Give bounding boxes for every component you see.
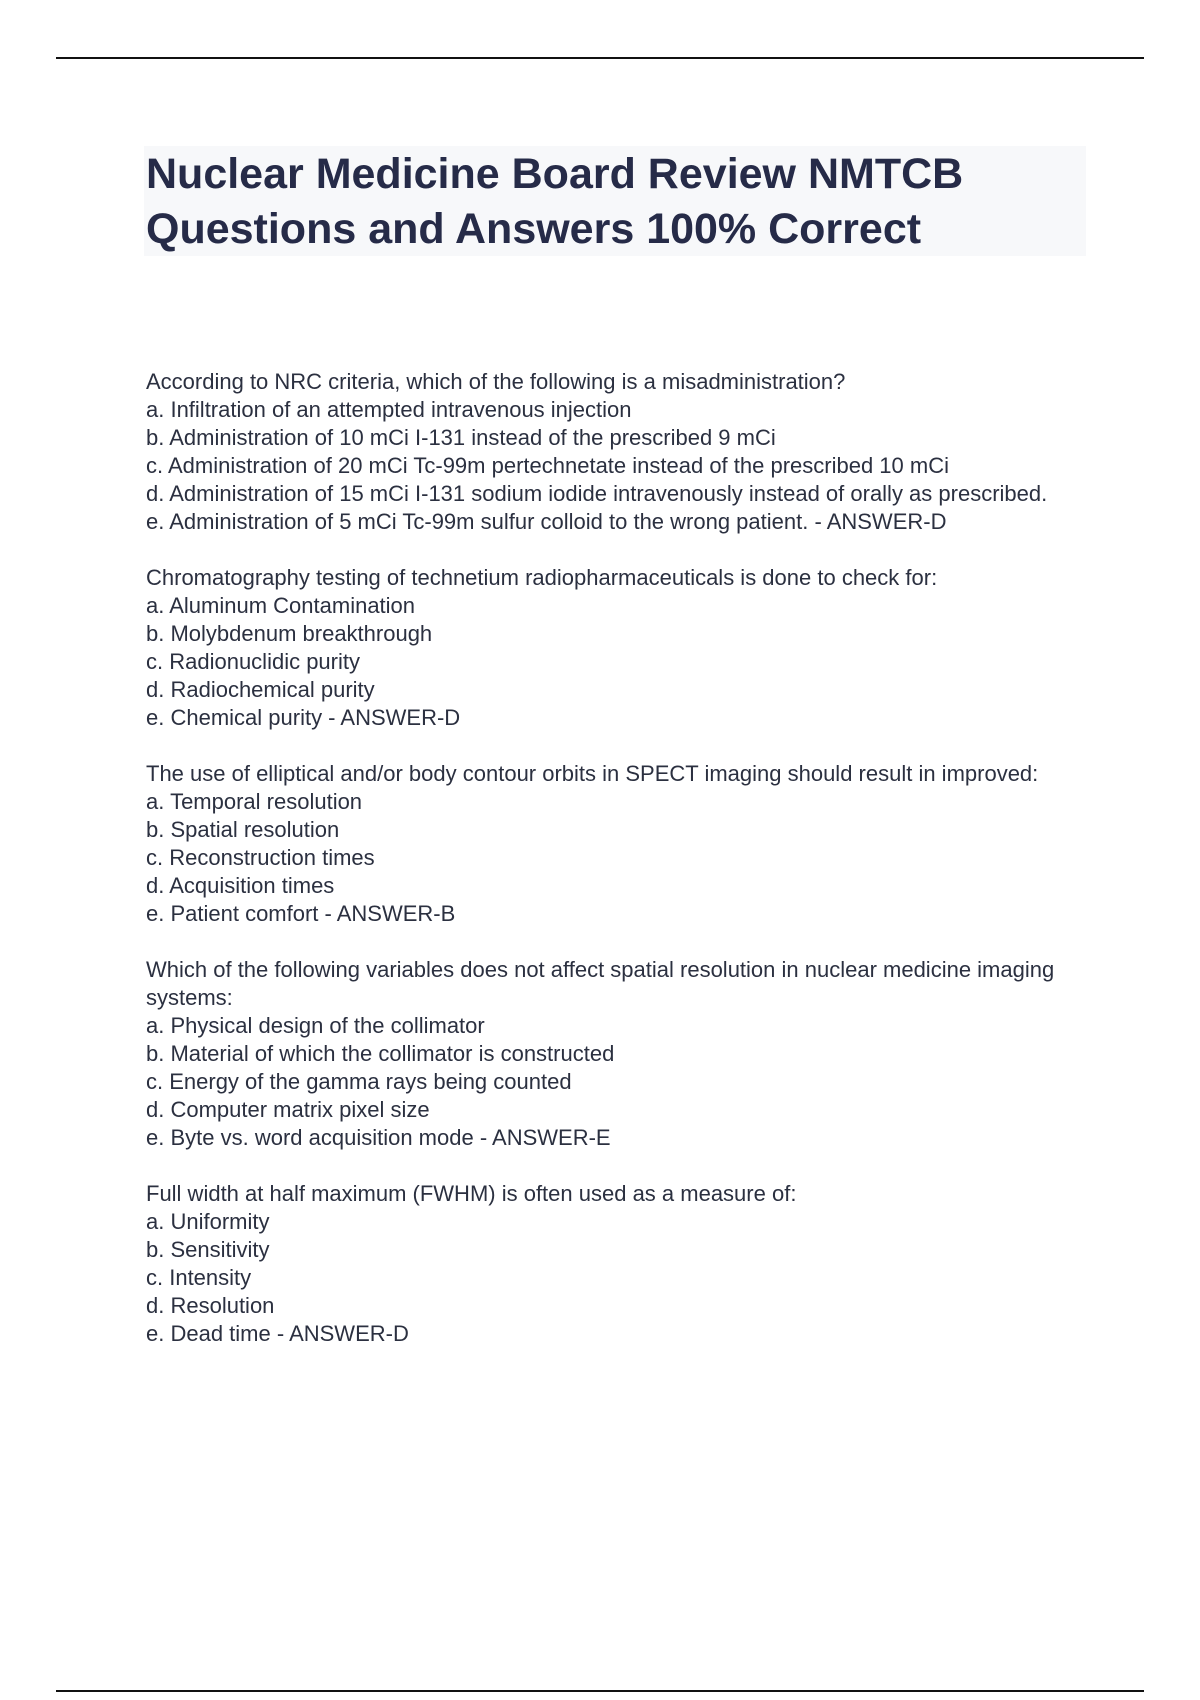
answer-option: c. Intensity [146, 1265, 252, 1290]
answer-option: a. Temporal resolution [146, 789, 363, 814]
answer-option: e. Byte vs. word acquisition mode - ANSWER-E [146, 1125, 611, 1150]
answer-option: b. Material of which the collimator is constructed [146, 1041, 615, 1066]
question-block [146, 1180, 1066, 1348]
answer-option: e. Chemical purity - ANSWER-D [146, 705, 461, 730]
title-line: Nuclear Medicine Board Review NMTCB [146, 150, 964, 198]
question-block [146, 956, 1066, 1152]
answer-option: e. Patient comfort - ANSWER-B [146, 901, 456, 926]
answer-option: c. Energy of the gamma rays being counted [146, 1069, 572, 1094]
answer-option: d. Administration of 15 mCi I-131 sodium iodide intravenously instead of orally as prescribed. [146, 481, 1048, 506]
answer-option: a. Uniformity [146, 1209, 270, 1234]
answer-option: e. Dead time - ANSWER-D [146, 1321, 409, 1346]
answer-option: e. Administration of 5 mCi Tc-99m sulfur colloid to the wrong patient. - ANSWER-D [146, 509, 947, 534]
answer-option: b. Administration of 10 mCi I-131 instead of the prescribed 9 mCi [146, 425, 776, 450]
question-prompt: The use of elliptical and/or body contour orbits in SPECT imaging should result in improved: [146, 761, 1039, 786]
answer-option: a. Physical design of the collimator [146, 1013, 485, 1038]
question-list [146, 368, 1066, 1376]
answer-option: c. Reconstruction times [146, 845, 375, 870]
question-prompt: Chromatography testing of technetium radiopharmaceuticals is done to check for: [146, 565, 938, 590]
answer-option: c. Radionuclidic purity [146, 649, 360, 674]
answer-option: b. Spatial resolution [146, 817, 340, 842]
footer-rule [56, 1690, 1144, 1692]
answer-option: a. Infiltration of an attempted intravenous injection [146, 397, 632, 422]
question-block [146, 368, 1066, 536]
document-title [146, 147, 963, 257]
answer-option: b. Sensitivity [146, 1237, 270, 1262]
title-line: Questions and Answers 100% Correct [146, 205, 922, 253]
answer-option: c. Administration of 20 mCi Tc-99m pertechnetate instead of the prescribed 10 mCi [146, 453, 949, 478]
question-prompt: Which of the following variables does not affect spatial resolution in nuclear medicine imaging systems: [146, 957, 1055, 1010]
header-rule [56, 57, 1144, 59]
question-prompt: According to NRC criteria, which of the following is a misadministration? [146, 369, 846, 394]
question-block [146, 564, 1066, 732]
answer-option: d. Radiochemical purity [146, 677, 375, 702]
answer-option: a. Aluminum Contamination [146, 593, 416, 618]
question-prompt: Full width at half maximum (FWHM) is often used as a measure of: [146, 1181, 797, 1206]
answer-option: d. Resolution [146, 1293, 275, 1318]
answer-option: d. Computer matrix pixel size [146, 1097, 430, 1122]
answer-option: d. Acquisition times [146, 873, 335, 898]
answer-option: b. Molybdenum breakthrough [146, 621, 433, 646]
question-block [146, 760, 1066, 928]
